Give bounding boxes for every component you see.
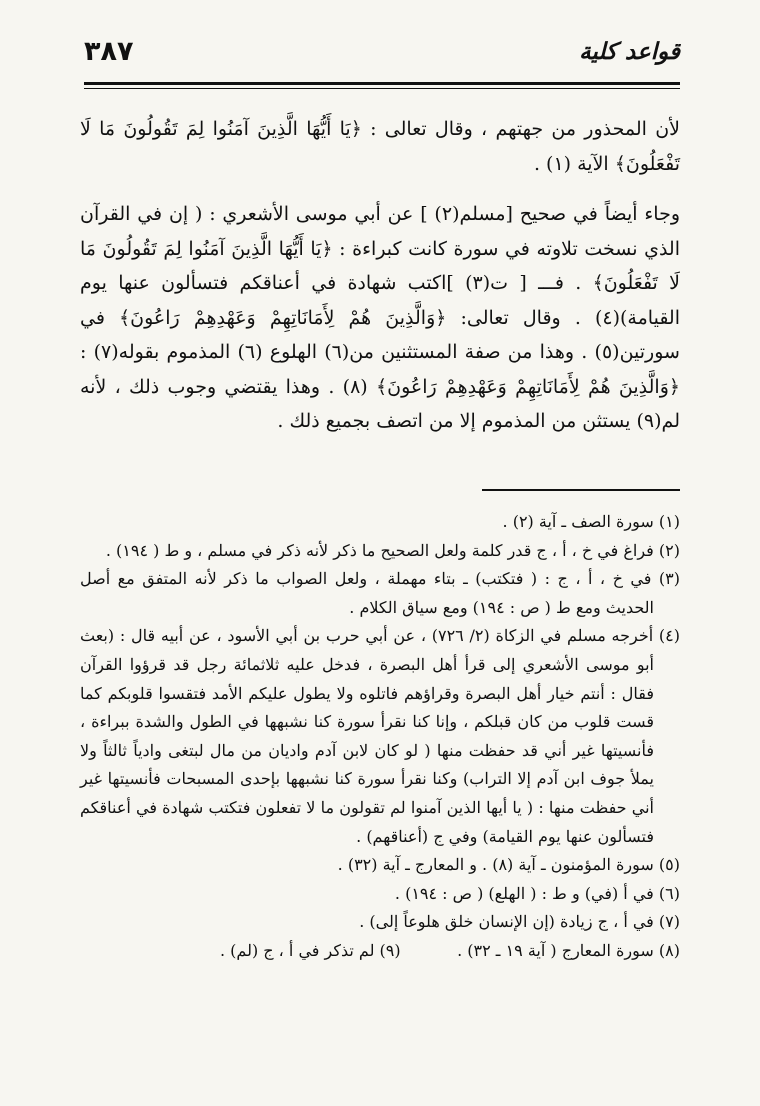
footnote-item: (٨) سورة المعارج ( آية ١٩ ـ ٣٢) . [457, 940, 680, 960]
page-header [84, 34, 680, 74]
footnote-item: (٩) لم تذكر في أ ، ج (لم) . [220, 940, 401, 960]
footnote-item: (٦) في أ (في) و ط : ( الهلع) ( ص : ١٩٤) . [394, 883, 680, 903]
footnote-item: (٥) سورة المؤمنون ـ آية (٨) . و المعارج ـ آية (٣٢) . [337, 855, 680, 875]
main-paragraph: وجاء أيضاً في صحيح [مسلم(٢) ] عن أبي موسى الأشعري : ( إن في القرآن الذي نسخت تلاوته في سورة كانت كبراءة : ﴿يَا أَيُّهَا الَّذِينَ آمَنُوا لِمَ تَقُولُونَ مَا لَا تَفْعَلُونَ﴾ . فـــ [ ت(٣) ]اكتب شهادة في أعناقكم فتسألون عنها يوم القيامة)(٤) . وقال تعالى: ﴿وَالَّذِينَ هُمْ لِأَمَانَاتِهِمْ وَعَهْدِهِمْ رَاعُونَ﴾ في سورتين(٥) . وهذا من صفة المستثنين من(٦) الهلوع (٦) المذموم بقوله(٧) : ﴿وَالَّذِينَ هُمْ لِأَمَانَاتِهِمْ وَعَهْدِهِمْ رَاعُونَ﴾ (٨) . وهذا يقتضي وجوب ذلك ، لأنه لم(٩) يستثن من المذموم إلا من اتصف بجميع ذلك . [80, 203, 681, 432]
footnote-row [80, 937, 680, 966]
main-text [80, 112, 680, 439]
footnote-item: (٢) فراغ في خ ، أ ، ج قدر كلمة ولعل الصحيح ما ذكر لأنه ذكر في مسلم ، و ط ( ١٩٤) . [105, 540, 680, 560]
footnote-item: (٣) في خ ، أ ، ج : ( فتكتب) ـ بتاء مهملة ، ولعل الصواب ما ذكر لأنه المتفق مع أصل الحديث ومع ط ( ص : ١٩٤) ومع سياق الكلام . [80, 569, 680, 617]
main-paragraph: لأن المحذور من جهتهم ، وقال تعالى : ﴿يَا أَيُّهَا الَّذِينَ آمَنُوا لِمَ تَقُولُونَ مَا لَا تَفْعَلُونَ﴾ الآية (١) . [80, 118, 680, 175]
footnote-item: (١) سورة الصف ـ آية (٢) . [502, 512, 680, 531]
header-rule-thick [84, 82, 680, 85]
footnote-separator [482, 489, 680, 491]
footnotes [80, 508, 680, 966]
page-number: ٣٨٧ [84, 36, 134, 67]
running-title: قواعد كلية [579, 38, 680, 65]
footnote-item: (٤) أخرجه مسلم في الزكاة (٢/ ٧٢٦) ، عن أبي حرب بن أبي الأسود ، عن أبيه قال : (بعث أبو موسى الأشعري إلى قرأ أهل البصرة ، فدخل عليه ثلاثمائة رجل قد قرؤوا القرآن فقال : أنتم خيار أهل البصرة وقراؤهم فاتلوه ولا يطول عليكم الأمد فتقسوا قلوبكم كما قست قلوب من كان قبلكم ، وإنا كنا نقرأ سورة كنا نشبهها في الطول والشدة ببراءة ، فأنسيتها غير أني قد حفظت منها ( لو كان لابن آدم واديان من مال لبتغى وادياً ثالثاً ولا يملأ جوف ابن آدم إلا التراب) وكنا نقرأ سورة كنا نشبهها بإحدى المسبحات فأنسيتها غير أني حفظت منها : ( يا أيها الذين آمنوا لم تقولون ما لا تفعلون فتكتب شهادة في أعناقكم فتسألون عنها يوم القيامة) وفي ج (أعناقهم) . [80, 626, 681, 846]
footnote-item: (٧) في أ ، ج زيادة (إن الإنسان خلق هلوعاً إلى) . [359, 912, 680, 932]
header-rule-thin [84, 88, 680, 89]
